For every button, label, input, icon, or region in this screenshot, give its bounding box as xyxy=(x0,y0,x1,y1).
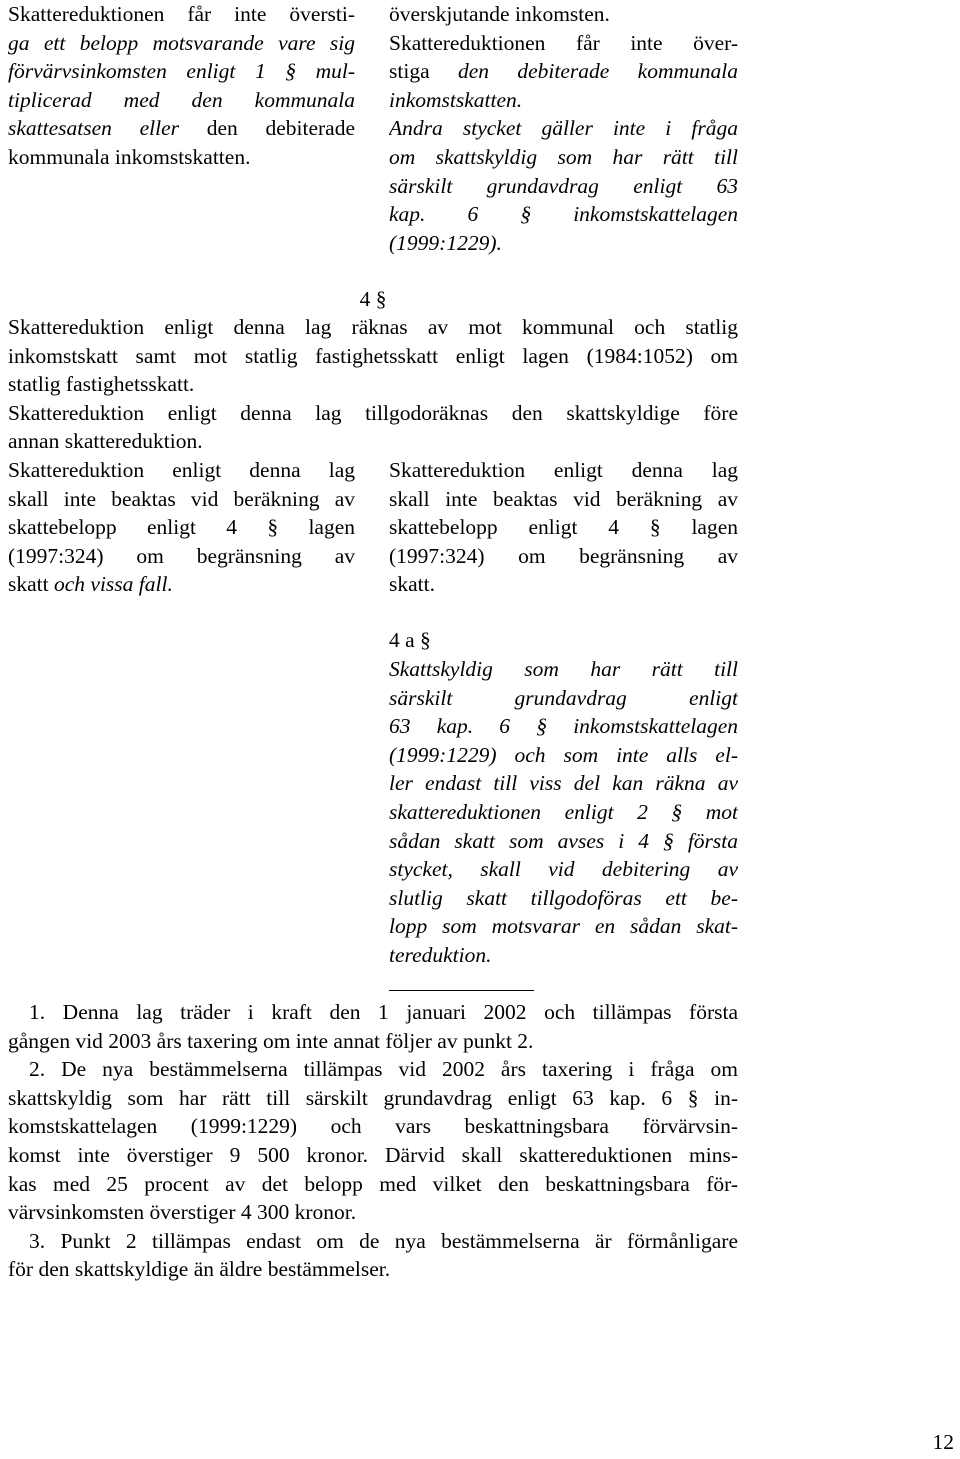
text-run: skattesatsen eller xyxy=(8,116,180,141)
text-line: komst inte överstiger 9 500 kronor. Därvid skall skattereduktionen mins- xyxy=(8,1142,738,1167)
text-run: särskilt grundavdrag enligt 63 xyxy=(389,173,738,198)
text-line xyxy=(8,485,355,514)
right-column-bottom xyxy=(389,456,738,599)
text-run: inkomstskatten. xyxy=(389,87,523,112)
text-line xyxy=(389,570,738,599)
text-run: skattebelopp enligt 4 § lagen xyxy=(389,515,738,540)
text-run: Skattereduktionen får inte över- xyxy=(389,30,738,55)
text-line: 3. Punkt 2 tillämpas endast om de nya bestämmelserna är förmånligare xyxy=(29,1228,738,1253)
text-line: särskilt grundavdrag enligt xyxy=(389,685,738,710)
text-run: (1997:324) om begränsning av xyxy=(389,543,738,568)
text-run: kommunala inkomstskatten. xyxy=(8,144,251,169)
text-line: ler endast till viss del kan räkna av xyxy=(389,771,738,796)
text-line: skattskyldig som har rätt till särskilt grundavdrag enligt 63 kap. 6 § in- xyxy=(8,1085,738,1110)
text-line: (1999:1229) och som inte alls el- xyxy=(389,742,738,767)
text-line xyxy=(389,29,738,58)
text-line: komstskattelagen (1999:1229) och vars beskattningsbara förvärvsin- xyxy=(8,1114,738,1139)
text-run: överskjutande inkomsten. xyxy=(389,2,610,26)
text-run: stiga xyxy=(389,59,458,84)
text-run: Skattereduktion enligt denna lag xyxy=(389,458,738,482)
text-line: stycket, skall vid debitering av xyxy=(389,857,738,882)
text-run: skatt xyxy=(8,572,54,597)
text-run: och vissa fall. xyxy=(53,572,173,597)
text-line xyxy=(8,114,355,143)
text-line xyxy=(8,86,355,115)
text-run: förvärvsinkomsten enligt 1 § mul- xyxy=(8,59,355,84)
text-line: för den skattskyldige än äldre bestämmelser. xyxy=(8,1257,391,1282)
page-number: 12 xyxy=(932,1430,954,1454)
text-line xyxy=(389,86,738,115)
text-run: den debiterade xyxy=(179,116,355,141)
text-line xyxy=(389,513,738,542)
text-line: 63 kap. 6 § inkomstskattelagen xyxy=(389,714,738,739)
text-run: den debiterade kommunala xyxy=(457,59,738,84)
text-run: skatt. xyxy=(389,572,435,597)
text-line: sådan skatt som avses i 4 § första xyxy=(389,828,738,853)
text-line: inkomstskatt samt mot statlig fastighetsskatt enligt lagen (1984:1052) om xyxy=(8,343,738,368)
text-line xyxy=(8,143,355,172)
text-line: gången vid 2003 års taxering om inte annat följer av punkt 2. xyxy=(8,1028,534,1053)
text-line xyxy=(8,0,355,29)
text-line xyxy=(8,456,355,485)
footnote-divider xyxy=(389,990,534,991)
section-4-heading: 4 § xyxy=(359,287,387,311)
section-4a-body xyxy=(389,655,738,970)
text-line xyxy=(8,513,355,542)
text-line xyxy=(389,200,738,229)
text-run: skall inte beaktas vid beräkning av xyxy=(389,486,738,511)
text-run: (1997:324) om begränsning av xyxy=(8,543,355,568)
text-line xyxy=(389,485,738,514)
text-run: ga ett belopp motsvarande vare sig xyxy=(8,30,355,55)
text-line: 1. Denna lag träder i kraft den 1 januari 2002 och tillämpas första xyxy=(29,1000,738,1024)
text-run: kap. 6 § inkomstskattelagen xyxy=(389,202,738,227)
text-line xyxy=(389,114,738,143)
text-line: annan skattereduktion. xyxy=(8,429,203,454)
text-run: tiplicerad med den kommunala xyxy=(8,87,355,112)
text-line xyxy=(389,542,738,571)
text-run: om skattskyldig som har rätt till xyxy=(389,144,738,169)
text-line: värvsinkomsten överstiger 4 300 kronor. xyxy=(8,1200,357,1225)
text-line xyxy=(389,229,738,258)
text-run: Andra stycket gäller inte i fråga xyxy=(389,116,738,141)
text-run: (1999:1229). xyxy=(389,230,502,255)
left-column-bottom xyxy=(8,456,355,599)
text-line: Skattereduktion enligt denna lag tillgodoräknas den skattskyldige före xyxy=(8,400,738,425)
text-run: Skattereduktionen får inte översti- xyxy=(8,2,355,26)
section-4-body xyxy=(8,313,738,456)
left-column-top xyxy=(8,0,355,172)
text-line: statlig fastighetsskatt. xyxy=(8,372,195,397)
text-line xyxy=(8,57,355,86)
text-run: skattebelopp enligt 4 § lagen xyxy=(8,515,355,540)
text-line: 2. De nya bestämmelserna tillämpas vid 2002 års taxering i fråga om xyxy=(29,1057,738,1082)
text-line: Skattereduktion enligt denna lag räknas av mot kommunal och statlig xyxy=(8,315,738,339)
text-line xyxy=(389,143,738,172)
text-line xyxy=(389,57,738,86)
text-line: lopp som motsvarar en sådan skat- xyxy=(389,914,738,939)
text-run: Skattereduktion enligt denna lag xyxy=(8,458,355,482)
text-line xyxy=(389,456,738,485)
text-line: skattereduktionen enligt 2 § mot xyxy=(389,799,738,824)
text-line: Skattskyldig som har rätt till xyxy=(389,657,738,681)
text-line xyxy=(8,542,355,571)
text-line: kas med 25 procent av det belopp med vilket den beskattningsbara för- xyxy=(8,1171,738,1196)
text-line xyxy=(389,172,738,201)
text-line: tereduktion. xyxy=(389,942,492,967)
text-line: slutlig skatt tillgodoföras ett be- xyxy=(389,885,738,910)
section-4a-heading: 4 a § xyxy=(389,628,431,652)
text-run: skall inte beaktas vid beräkning av xyxy=(8,486,355,511)
transitional-provisions xyxy=(8,998,738,1284)
text-line xyxy=(8,570,355,599)
text-line xyxy=(389,0,738,29)
text-line xyxy=(8,29,355,58)
right-column-top xyxy=(389,0,738,257)
